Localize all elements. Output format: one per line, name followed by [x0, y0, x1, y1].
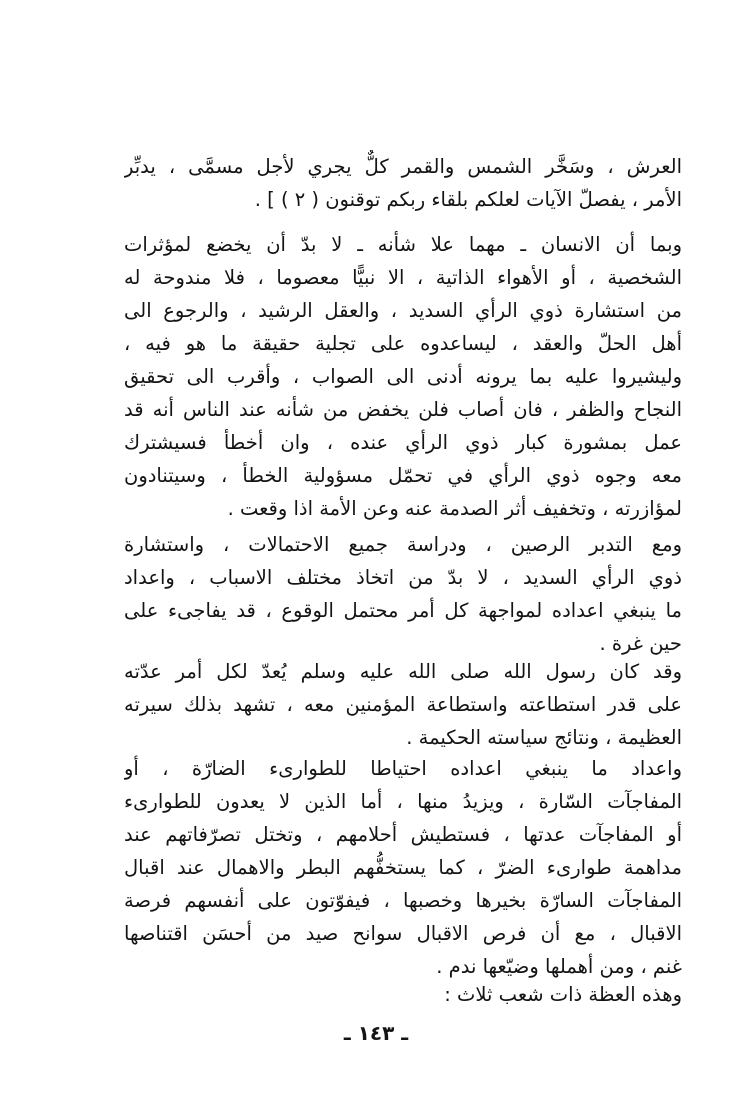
- text-line: أو المفاجآت عدتها ، فستطيش أحلامهم ، وتختل تصرّفاتهم عند: [124, 823, 682, 846]
- text-line: ذوي الرأي السديد ، لا بدّ من اتخاذ مختلف الاسباب ، واعداد: [124, 566, 682, 589]
- text-line: معه وجوه ذوي الرأي في تحمّل مسؤولية الخطأ ، وسيتنادون: [124, 464, 682, 487]
- text-block-6: [124, 978, 682, 1011]
- text-line: المفاجآت السّارة ، ويزيدُ منها ، أما الذين لا يعدون للطوارىء: [124, 790, 682, 813]
- text-line: غنم ، ومن أهملها وضيّعها ندم .: [436, 955, 682, 978]
- text-line: ما ينبغي اعداده لمواجهة كل أمر محتمل الوقوع ، قد يفاجىء على: [124, 599, 682, 622]
- text-line: الاقبال ، مع أن فرص الاقبال سوانح صيد من أحسَن اقتناصها: [124, 922, 682, 945]
- text-line: من استشارة ذوي الرأي السديد ، والعقل الرشيد ، والرجوع الى: [124, 299, 682, 322]
- text-block-2: [124, 228, 682, 525]
- text-line: العظيمة ، ونتائج سياسته الحكيمة .: [406, 726, 682, 749]
- text-line: وبما أن الانسان ـ مهما علا شأنه ـ لا بدّ أن يخضع لمؤثرات: [124, 233, 682, 256]
- page-number: ـ ١٤٣ ـ: [343, 1021, 409, 1045]
- text-line: مداهمة طوارىء الضرّ ، كما يستخفُّهم البطر والاهمال عند اقبال: [124, 856, 682, 879]
- text-block-4: [124, 655, 682, 754]
- text-block-5: [124, 752, 682, 983]
- text-line: لمؤازرته ، وتخفيف أثر الصدمة عنه وعن الأمة اذا وقعت .: [227, 497, 682, 520]
- text-line: ومع التدبر الرصين ، ودراسة جميع الاحتمالات ، واستشارة: [124, 533, 682, 556]
- text-line: الشخصية ، أو الأهواء الذاتية ، الا نبيًّا معصوما ، فلا مندوحة له: [124, 266, 682, 289]
- text-block-3: [124, 528, 682, 660]
- text-block-1: [124, 150, 682, 216]
- text-line: الأمر ، يفصلّ الآيات لعلكم بلقاء ربكم توقنون ( ٢ ) ] .: [254, 188, 682, 211]
- text-line: العرش ، وسَخَّر الشمس والقمر كلٌّ يجري لأجل مسمَّى ، يدبِّر: [124, 155, 682, 178]
- text-line: وليشيروا عليه بما يرونه أدنى الى الصواب ، وأقرب الى تحقيق: [124, 365, 682, 388]
- text-line: المفاجآت السارّة بخيرها وخصبها ، فيفوّتون على أنفسهم فرصة: [124, 889, 682, 912]
- text-line: النجاح والظفر ، فان أصاب فلن يخفض من شأنه عند الناس أنه قد: [124, 398, 682, 421]
- text-line: على قدر استطاعته واستطاعة المؤمنين معه ، تشهد بذلك سيرته: [124, 693, 682, 716]
- text-line: عمل بمشورة كبار ذوي الرأي عنده ، وان أخطأ فسيشترك: [124, 431, 682, 454]
- text-line: واعداد ما ينبغي اعداده احتياطا للطوارىء الضارّة ، أو: [124, 757, 682, 780]
- text-line: وقد كان رسول الله صلى الله عليه وسلم يُعدّ لكل أمر عدّته: [124, 660, 682, 683]
- text-line: أهل الحلّ والعقد ، ليساعدوه على تجلية حقيقة ما هو فيه ،: [124, 332, 682, 355]
- text-line: وهذه العظة ذات شعب ثلاث :: [444, 983, 682, 1006]
- text-line: حين غرة .: [599, 632, 682, 655]
